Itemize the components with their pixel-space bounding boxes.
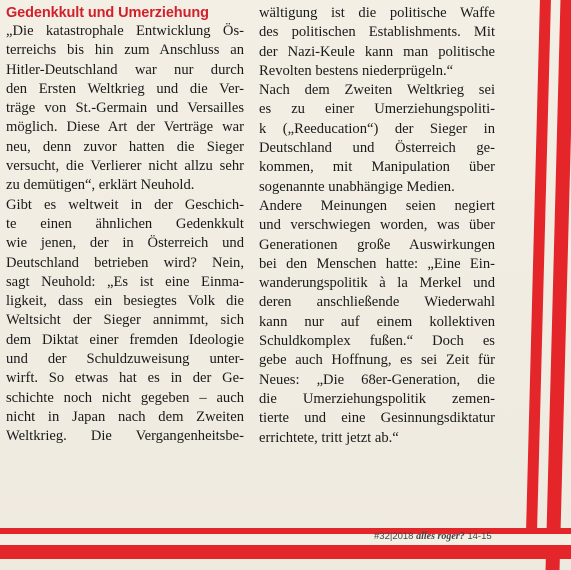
red-bottom-band xyxy=(0,545,571,559)
text-line: gebe auch Hoffnung, es sei Zeit für xyxy=(259,352,495,369)
text-line: Andere Meinungen seien negiert xyxy=(259,197,495,214)
text-line: versucht, die Verlierer nicht allzu sehr xyxy=(6,158,244,175)
text-line: Weltsicht der Sieger annimmt, sich xyxy=(6,312,244,329)
text-line: es zu einer Umerziehungspoliti- xyxy=(259,101,495,118)
text-line: nicht in Japan nach dem Zweiten xyxy=(6,408,244,425)
article-column-left xyxy=(6,4,244,447)
text-line: deren anschließende Wiederwahl xyxy=(259,294,495,311)
text-line: bei den Menschen hatte: „Eine Ein- xyxy=(259,255,495,272)
text-line: Gibt es weltweit in der Geschich- xyxy=(6,196,244,213)
text-line: zu demütigen“, erklärt Neuhold. xyxy=(6,177,195,194)
text-line: terreichs bis hin zum Anschluss an xyxy=(6,42,244,59)
text-line: Weltkrieg. Die Vergangenheitsbe- xyxy=(6,428,244,445)
text-line: Hitler-Deutschland war nur durch xyxy=(6,61,244,78)
text-line: Deutschland und Österreich ge- xyxy=(259,140,495,157)
text-line: dem Diktat einer fremden Ideologie xyxy=(6,331,244,348)
text-line: die Umerziehungspolitik zemen- xyxy=(259,390,495,407)
text-line: Nach dem Zweiten Weltkrieg sei xyxy=(259,82,495,99)
text-line: k („Reeducation“) der Sieger in xyxy=(259,120,495,137)
red-border-stripe xyxy=(546,0,571,570)
text-line: der Nazi-Keule kann man politische xyxy=(259,43,495,60)
text-line: schichte noch nicht gegeben – auch xyxy=(6,389,244,406)
text-line: wie jenen, der in Österreich und xyxy=(6,235,244,252)
text-line: sagt Neuhold: „Es ist eine Einma- xyxy=(6,273,244,290)
text-line: errichtete, tritt jetzt ab.“ xyxy=(259,429,399,446)
text-line: ligkeit, dass ein besiegtes Volk die xyxy=(6,293,244,310)
text-line: und verschwiegen worden, was über xyxy=(259,217,495,234)
text-line: Revolten bestens niederprügeln.“ xyxy=(259,62,454,79)
text-line: und der Schuldzuweisung unter- xyxy=(6,351,244,368)
text-line: den Ersten Weltkrieg und die Ver- xyxy=(6,80,244,97)
right-column-text xyxy=(259,4,495,448)
red-border-stripe xyxy=(526,0,551,530)
text-line: Schuldkomplex fußen.“ Doch es xyxy=(259,333,495,350)
text-line: möglich. Diese Art der Verträge war xyxy=(6,119,244,136)
page-footer xyxy=(374,531,492,542)
text-line: sogenannte unabhängige Medien. xyxy=(259,178,455,195)
text-line: träge von St.-Germain und Versailles xyxy=(6,100,244,117)
text-line: Neues: „Die 68er-Generation, die xyxy=(259,371,495,388)
text-line: „Die katastrophale Entwicklung Ös- xyxy=(6,23,244,39)
text-line: wältigung ist die politische Waffe xyxy=(259,5,495,21)
issue-number: #32|2018 xyxy=(374,531,414,542)
text-line: kommen, mit Manipulation über xyxy=(259,159,495,176)
text-line: te einen ähnlichen Gedenkkult xyxy=(6,215,244,232)
text-line: wirft. So etwas hat es in der Ge- xyxy=(6,370,244,387)
text-line: kann nur auf einem kollektiven xyxy=(259,313,495,330)
text-line: tierte und eine Gesinnungsdiktatur xyxy=(259,410,495,427)
article-column-right xyxy=(259,4,495,448)
left-column-text xyxy=(6,22,244,447)
text-line: Generationen große Auswirkungen xyxy=(259,236,495,253)
text-line: neu, denn zuvor hatten die Sieger xyxy=(6,138,244,155)
text-line: wanderungspolitik à la Merkel und xyxy=(259,275,495,292)
page-numbers: 14-15 xyxy=(467,531,492,542)
text-line: Deutschland betrieben wird? Nein, xyxy=(6,254,244,271)
magazine-brand: alles roger? xyxy=(416,531,465,542)
text-line: des politischen Establishments. Mit xyxy=(259,24,495,41)
article-headline: Gedenkkult und Umerziehung xyxy=(6,5,209,21)
